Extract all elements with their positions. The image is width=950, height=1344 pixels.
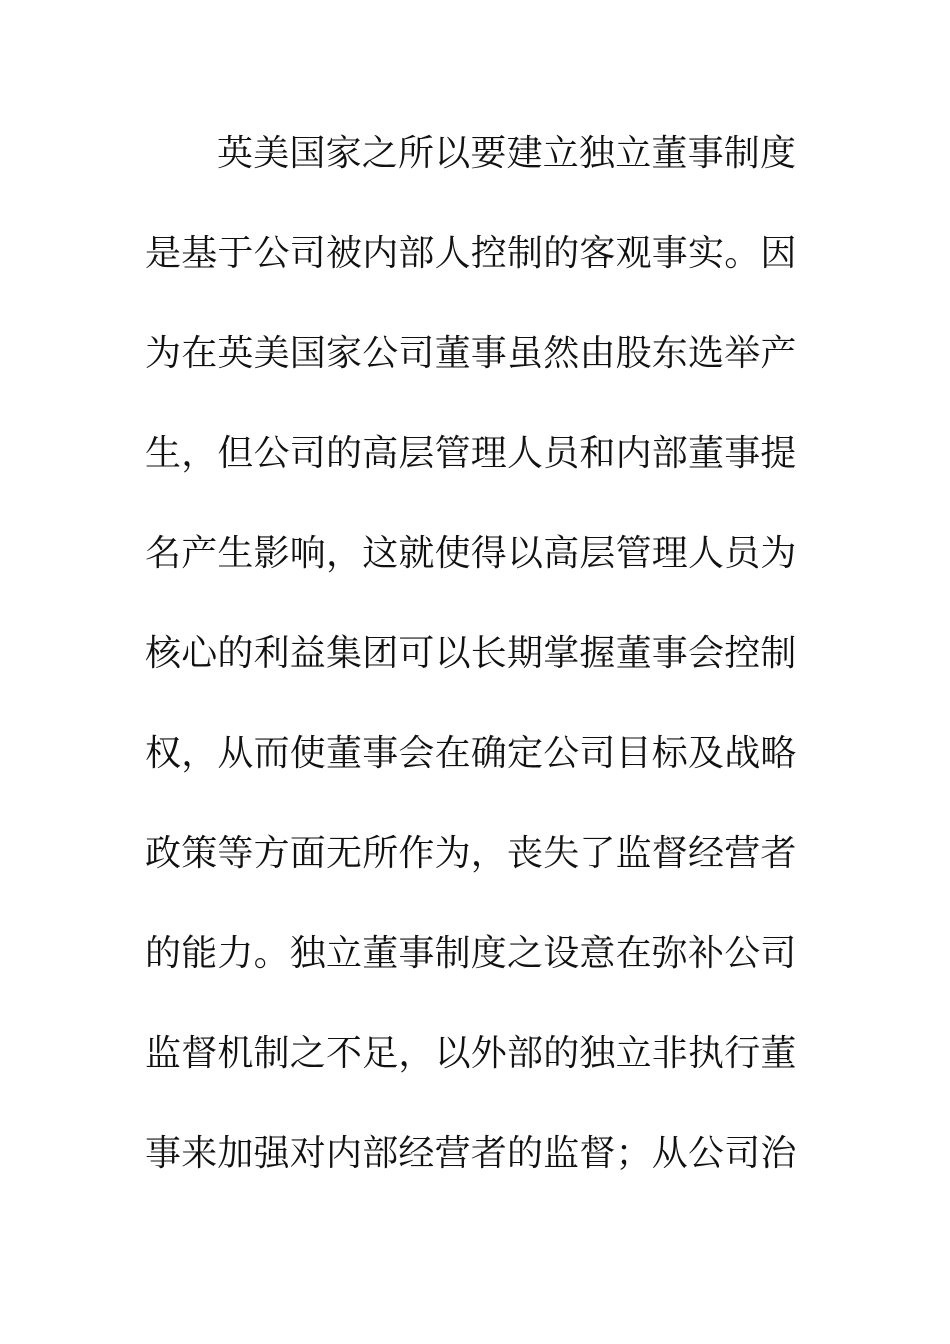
body-paragraph — [145, 124, 797, 1224]
text-line-6: 核心的利益集团可以长期掌握董事会控制 — [145, 633, 797, 674]
text-line-7: 权，从而使董事会在确定公司目标及战略 — [145, 733, 797, 774]
text-line-9: 的能力。独立董事制度之设意在弥补公司 — [145, 933, 797, 974]
text-line-3: 为在英美国家公司董事虽然由股东选举产 — [145, 333, 797, 374]
text-line-10: 监督机制之不足，以外部的独立非执行董 — [145, 1033, 797, 1074]
text-line-2: 是基于公司被内部人控制的客观事实。因 — [145, 233, 797, 274]
text-line-5: 名产生影响，这就使得以高层管理人员为 — [145, 533, 797, 574]
text-line-11: 事来加强对内部经营者的监督；从公司治 — [145, 1133, 797, 1174]
text-line-4: 生，但公司的高层管理人员和内部董事提 — [145, 433, 797, 474]
text-line-8: 政策等方面无所作为，丧失了监督经营者 — [145, 833, 797, 874]
text-line-1: 英美国家之所以要建立独立董事制度 — [217, 133, 797, 174]
